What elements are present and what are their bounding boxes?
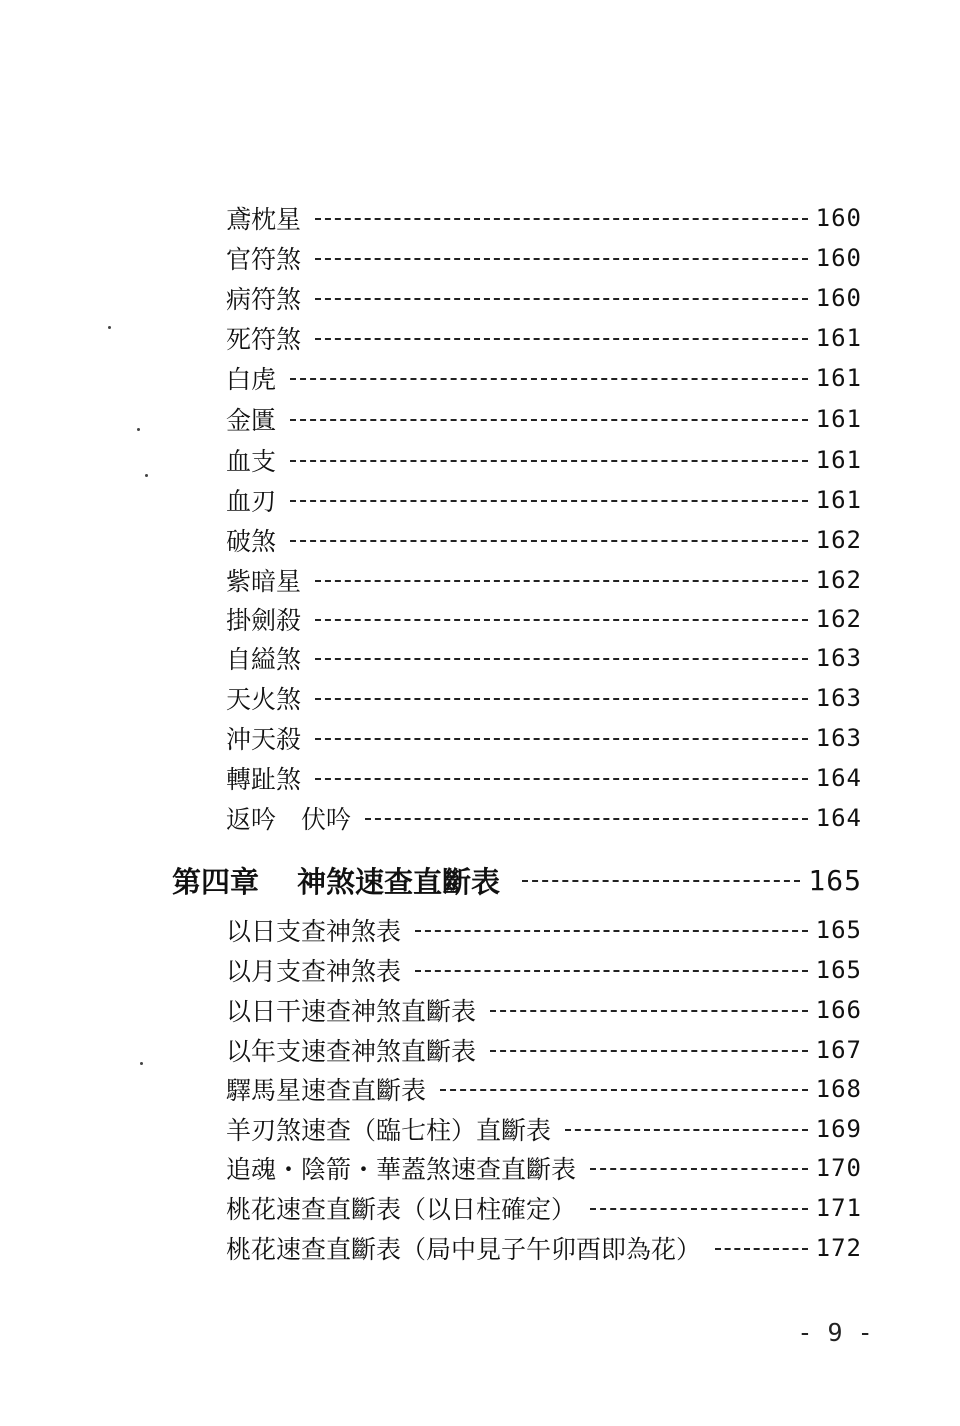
- chapter-heading: [172, 858, 862, 902]
- dot-leader: [290, 540, 808, 542]
- toc-entry-title: 白虎: [226, 365, 277, 394]
- toc-entry: [226, 680, 862, 716]
- toc-entry-page: 163: [815, 684, 862, 712]
- toc-entry-title: 血刃: [226, 487, 277, 516]
- toc-entry-page: 170: [815, 1154, 862, 1182]
- toc-entry: [226, 640, 862, 676]
- toc-entry-title: 沖天殺: [226, 725, 302, 754]
- toc-entry-page: 171: [815, 1194, 862, 1222]
- toc-entry-title: 天火煞: [226, 685, 302, 714]
- toc-entry-title: 轉趾煞: [226, 765, 302, 794]
- dot-leader: [290, 419, 808, 421]
- toc-entry-page: 165: [815, 916, 862, 944]
- toc-entry: [226, 320, 862, 356]
- dot-leader: [315, 619, 808, 621]
- dot-leader: [315, 778, 808, 780]
- toc-entry-page: 160: [815, 284, 862, 312]
- dot-leader: [490, 1050, 808, 1052]
- toc-entry-title: 死符煞: [226, 325, 302, 354]
- toc-entry-title: 返吟 伏吟: [226, 805, 352, 834]
- toc-entry-page: 160: [815, 244, 862, 272]
- toc-entry: [226, 482, 862, 518]
- toc-entry: [226, 912, 862, 948]
- toc-entry-page: 162: [815, 526, 862, 554]
- toc-entry-title: 血支: [226, 447, 277, 476]
- page-number: - 9 -: [797, 1318, 873, 1347]
- dot-leader: [290, 460, 808, 462]
- toc-entry: [226, 522, 862, 558]
- chapter-page: 165: [808, 863, 862, 897]
- toc-entry-page: 165: [815, 956, 862, 984]
- toc-entry-page: 163: [815, 724, 862, 752]
- toc-entry: [226, 760, 862, 796]
- toc-entry-title: 自縊煞: [226, 645, 302, 674]
- toc-entry-title: 驛馬星速查直斷表: [226, 1076, 427, 1105]
- dot-leader: [315, 580, 808, 582]
- toc-entry-title: 以日干速查神煞直斷表: [226, 997, 477, 1026]
- toc-entry: [226, 1190, 862, 1226]
- toc-entry-page: 168: [815, 1075, 862, 1103]
- dot-leader: [715, 1248, 808, 1250]
- toc-entry-title: 桃花速查直斷表（局中見子午卯酉即為花）: [226, 1235, 702, 1264]
- toc-entry-page: 161: [815, 405, 862, 433]
- dot-leader: [590, 1168, 808, 1170]
- toc-entry-title: 破煞: [226, 527, 277, 556]
- dot-leader: [315, 658, 808, 660]
- dot-leader: [590, 1208, 808, 1210]
- toc-entry: [226, 562, 862, 598]
- toc-entry: [226, 800, 862, 836]
- dot-leader: [315, 698, 808, 700]
- toc-entry-page: 169: [815, 1115, 862, 1143]
- toc-entry-title: 金匱: [226, 406, 277, 435]
- toc-entry-title: 紫暗星: [226, 567, 302, 596]
- toc-entry-page: 172: [815, 1234, 862, 1262]
- toc-entry: [226, 200, 862, 236]
- toc-entry: [226, 952, 862, 988]
- toc-entry-page: 163: [815, 644, 862, 672]
- scan-speck: [108, 326, 111, 329]
- toc-entry: [226, 401, 862, 437]
- toc-entry-page: 167: [815, 1036, 862, 1064]
- dot-leader: [365, 818, 808, 820]
- toc-entry-page: 162: [815, 566, 862, 594]
- toc-entry-title: 羊刃煞速查（臨七柱）直斷表: [226, 1116, 552, 1145]
- toc-entry-page: 164: [815, 764, 862, 792]
- dot-leader: [315, 218, 808, 220]
- chapter-label: 第四章: [172, 864, 260, 899]
- toc-entry-title: 官符煞: [226, 245, 302, 274]
- toc-entry: [226, 1111, 862, 1147]
- toc-entry: [226, 1032, 862, 1068]
- dot-leader: [315, 298, 808, 300]
- toc-entry: [226, 992, 862, 1028]
- toc-entry-page: 161: [815, 364, 862, 392]
- dot-leader: [290, 500, 808, 502]
- dot-leader: [315, 738, 808, 740]
- toc-entry-title: 病符煞: [226, 285, 302, 314]
- toc-entry: [226, 1150, 862, 1186]
- dot-leader: [522, 880, 800, 882]
- toc-entry-page: 162: [815, 605, 862, 633]
- toc-entry-title: 鳶枕星: [226, 205, 302, 234]
- toc-entry-title: 以日支查神煞表: [226, 917, 402, 946]
- toc-entry: [226, 1230, 862, 1266]
- dot-leader: [415, 930, 808, 932]
- scan-speck: [140, 1062, 143, 1065]
- dot-leader: [315, 258, 808, 260]
- toc-entry-title: 掛劍殺: [226, 606, 302, 635]
- dot-leader: [415, 970, 808, 972]
- toc-entry: [226, 280, 862, 316]
- toc-entry-page: 161: [815, 486, 862, 514]
- toc-entry-page: 161: [815, 324, 862, 352]
- scan-speck: [137, 428, 140, 431]
- toc-entry-title: 以年支速查神煞直斷表: [226, 1037, 477, 1066]
- toc-entry-page: 164: [815, 804, 862, 832]
- toc-entry-page: 161: [815, 446, 862, 474]
- dot-leader: [440, 1089, 808, 1091]
- chapter-title-group: [172, 860, 500, 901]
- dot-leader: [565, 1129, 808, 1131]
- dot-leader: [490, 1010, 808, 1012]
- toc-entry-page: 166: [815, 996, 862, 1024]
- toc-entry-page: 160: [815, 204, 862, 232]
- toc-entry: [226, 240, 862, 276]
- toc-entry: [226, 1071, 862, 1107]
- chapter-title: 神煞速查直斷表: [297, 864, 501, 899]
- toc-entry: [226, 601, 862, 637]
- toc-entry: [226, 360, 862, 396]
- toc-entry-title: 追魂・陰箭・華蓋煞速查直斷表: [226, 1155, 577, 1184]
- toc-entry-title: 桃花速查直斷表（以日柱確定）: [226, 1195, 577, 1224]
- scan-speck: [145, 474, 148, 477]
- toc-entry: [226, 720, 862, 756]
- toc-entry: [226, 442, 862, 478]
- dot-leader: [315, 338, 808, 340]
- toc-entry-title: 以月支查神煞表: [226, 957, 402, 986]
- dot-leader: [290, 378, 808, 380]
